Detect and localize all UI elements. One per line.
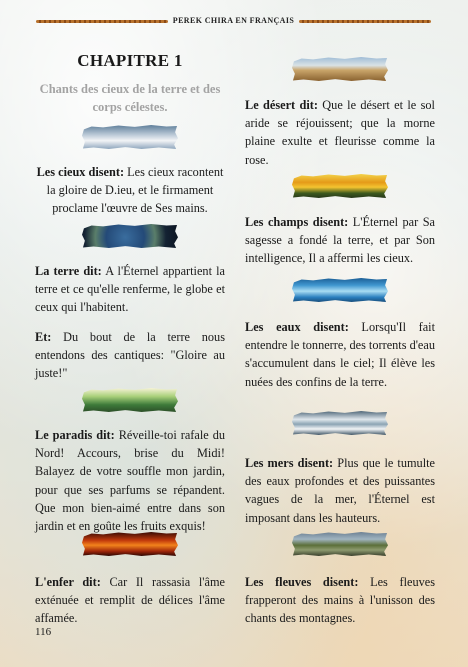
verse-lead: Les cieux disent: xyxy=(36,165,125,179)
rope-ornament-right xyxy=(299,20,431,23)
verse-text: A l'Éternel appartient la terre et ce qu'elle renferme, le globe et ceux qui l'habitent. xyxy=(35,264,225,315)
verse-lead: Les fleuves disent: xyxy=(245,575,359,589)
verse-text: L'Éternel par Sa sagesse a fondé la terre, et par Son intelligence, Il a affermi les cieux. xyxy=(245,215,435,266)
verse-text: Réveille-toi rafale du Nord! Accours, brise du Midi! Balayez de votre souffle mon jardin, pour que ses parfums se répandent. Que mon bien-aimé entre dans son jardin et en goûte les fruits exquis! xyxy=(35,428,225,534)
verse-lead: Le désert dit: xyxy=(245,98,318,112)
verse-fields xyxy=(245,213,435,268)
page-number: 116 xyxy=(35,626,52,638)
verse-text: Les fleuves frapperont des mains à l'unisson des chants des montagnes. xyxy=(245,575,435,626)
verse-text: Plus que le tumulte des eaux profondes et des puissantes vagues de la mer, l'Éternel est imposant dans les hauteurs. xyxy=(245,456,435,525)
verse-lead: Le paradis dit: xyxy=(35,428,115,442)
verse-seas xyxy=(245,454,435,527)
verse-heavens xyxy=(35,163,225,218)
fields-image xyxy=(292,174,388,198)
verse-lead: La terre dit: xyxy=(35,264,102,278)
chapter-title: CHAPITRE 1 xyxy=(77,51,183,70)
verse-earth xyxy=(35,262,225,317)
verse-lead: Les champs disent: xyxy=(245,215,349,229)
running-header xyxy=(0,13,468,29)
verse-text: Car Il rassasia l'âme exténuée et remplit de délices l'âme affamée. xyxy=(35,575,225,626)
verse-lead: Et: xyxy=(35,330,52,344)
verse-lead: Les mers disent: xyxy=(245,456,334,470)
verse-lead: Les eaux disent: xyxy=(245,320,349,334)
paradise-image xyxy=(82,388,178,412)
seas-image xyxy=(292,411,388,435)
rivers-image xyxy=(292,532,388,556)
hell-image xyxy=(82,532,178,556)
verse-text: Les cieux racontent la gloire de D.ieu, et le firmament proclame l'œuvre de Ses mains. xyxy=(46,165,224,216)
earth-image xyxy=(82,224,178,248)
verse-desert xyxy=(245,96,435,169)
desert-image xyxy=(292,57,388,81)
verse-text: Que le désert et le sol aride se réjouissent; que la morne plaine exulte et fleurisse comme la rose. xyxy=(245,98,435,167)
verse-paradise xyxy=(35,426,225,535)
waters-image xyxy=(292,278,388,302)
chapter-subtitle: Chants des cieux de la terre et des corps célestes. xyxy=(39,82,221,114)
verse-lead: L'enfer dit: xyxy=(35,575,101,589)
header-title: PEREK CHIRA EN FRANÇAIS xyxy=(172,16,295,25)
verse-waters xyxy=(245,318,435,391)
sky-image xyxy=(82,125,178,149)
verse-hell xyxy=(35,573,225,628)
verse-rivers xyxy=(245,573,435,628)
verse-earth-and xyxy=(35,328,225,383)
verse-text: Lorsqu'Il fait entendre le tonnerre, des torrents d'eau s'accumulent dans le ciel; Il élève les nuées des confins de la terre. xyxy=(245,320,436,389)
rope-ornament-left xyxy=(36,20,168,23)
verse-text: Du bout de la terre nous entendons des cantiques: "Gloire au juste!" xyxy=(35,330,225,381)
